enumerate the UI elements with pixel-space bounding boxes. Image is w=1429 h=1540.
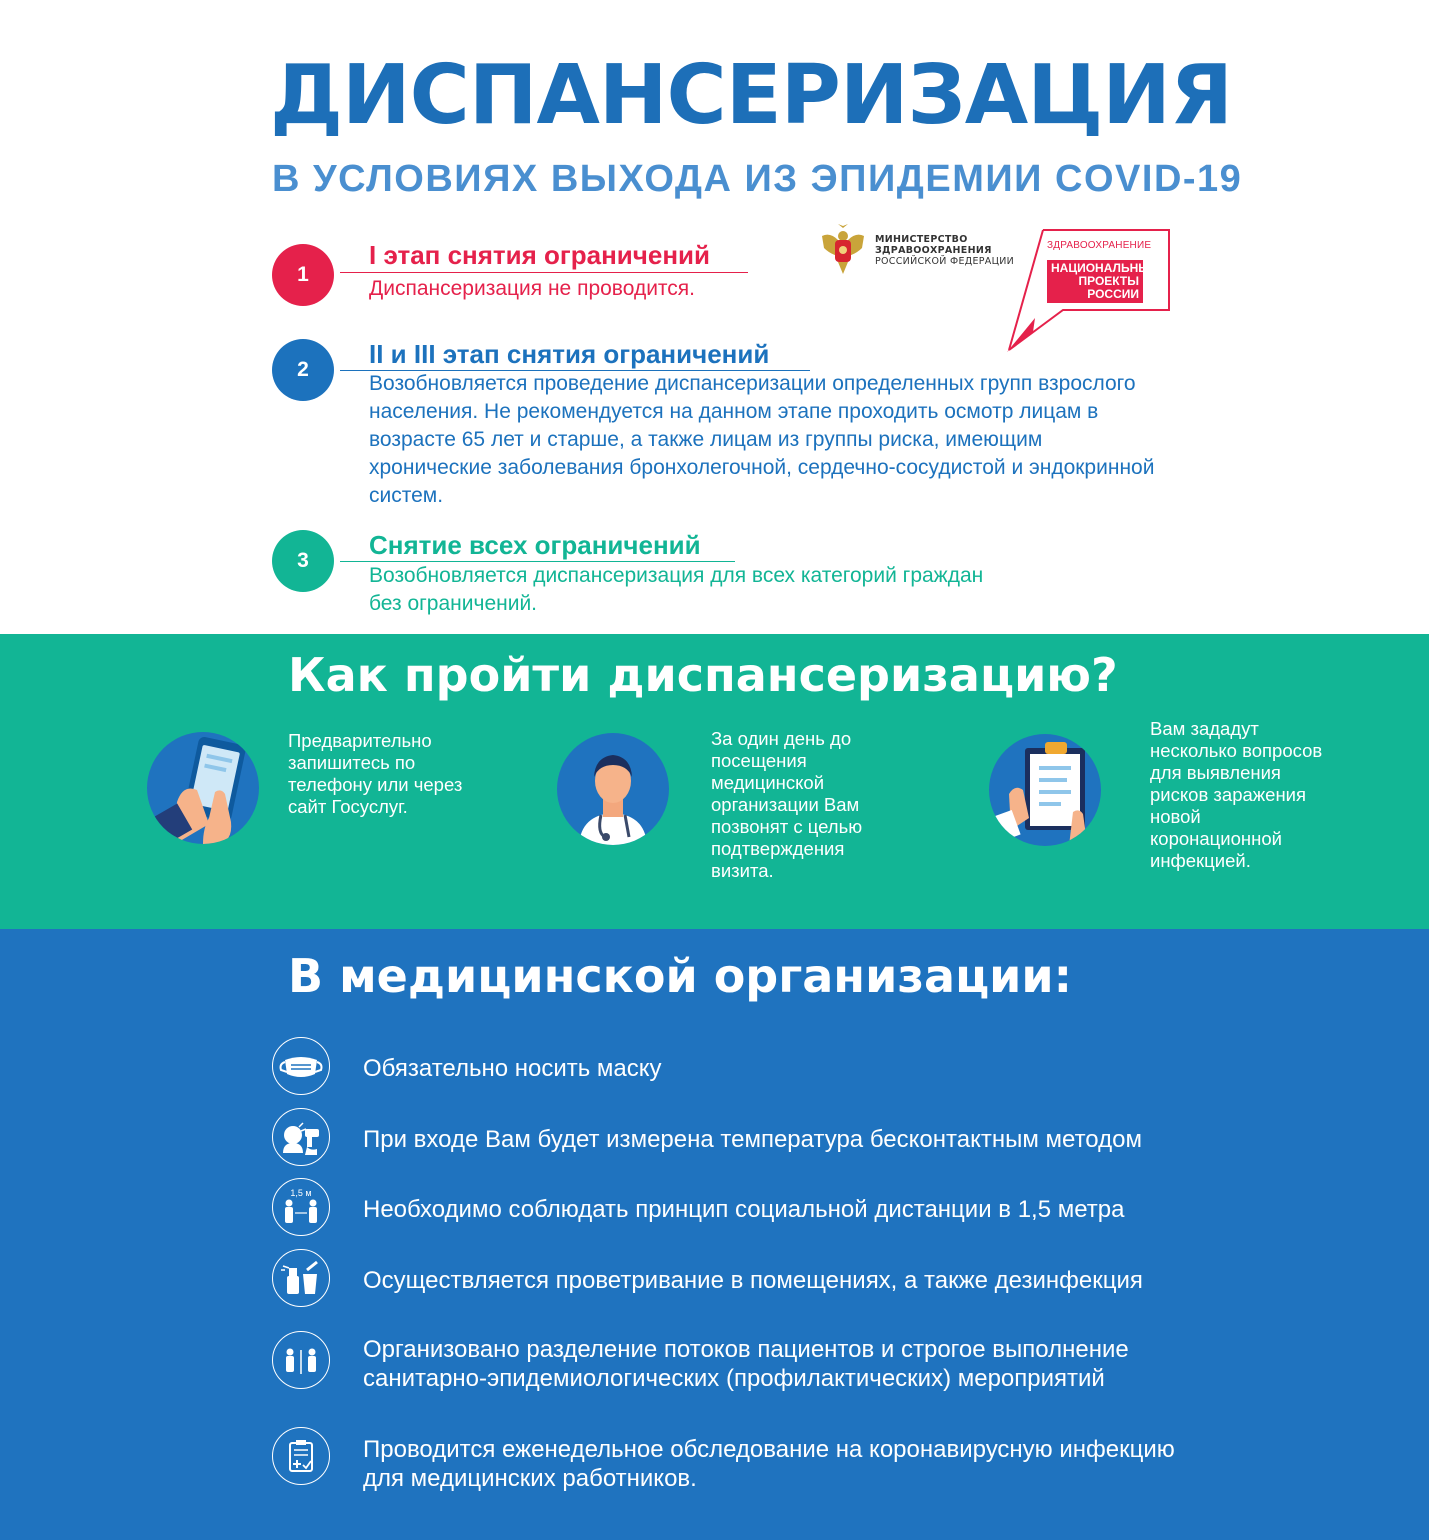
ministry-logo <box>818 222 1018 282</box>
page-subtitle: В УСЛОВИЯХ ВЫХОДА ИЗ ЭПИДЕМИИ COVID-19 <box>272 158 1243 200</box>
distance-label: 1,5 м <box>290 1188 312 1198</box>
stage-number-1: 1 <box>272 244 334 306</box>
doctor-icon <box>557 733 669 845</box>
rule-3-text: Необходимо соблюдать принцип социальной дистанции в 1,5 метра <box>363 1196 1125 1223</box>
national-projects-line-2: ПРОЕКТЫ <box>1078 274 1139 288</box>
national-projects-line-3: РОССИИ <box>1087 287 1139 301</box>
stage-text-1: Диспансеризация не проводится. <box>369 277 696 300</box>
rule-1-text: Обязательно носить маску <box>363 1055 662 1082</box>
how-to-heading: Как пройти диспансеризацию? <box>288 648 1118 702</box>
stage-number-2: 2 <box>272 339 334 401</box>
stage-text-3: Возобновляется диспансеризация для всех категорий граждан без ограничений. <box>369 564 984 615</box>
national-projects-logo <box>1005 222 1175 354</box>
stage-title-1: I этап снятия ограничений <box>369 240 710 270</box>
mask-icon <box>272 1037 330 1095</box>
disinfection-icon <box>272 1249 330 1307</box>
in-org-section <box>0 929 1429 1540</box>
eagle-emblem-icon <box>818 222 868 276</box>
rule-2-text: При входе Вам будет измерена температура бесконтактным методом <box>363 1126 1142 1153</box>
phone-icon <box>147 732 259 844</box>
rule-4-text: Осуществляется проветривание в помещениях, а также дезинфекция <box>363 1267 1143 1294</box>
distance-icon <box>272 1178 330 1236</box>
stage-text-2: Возобновляется проведение диспансеризации определенных групп взрослого населения. Не рекомендуется на данном этапе проходить осмотр лицам в возрасте 65 лет и старше, а также лицам из группы риска, имеющим хронические заболевания бронхолегочной, сердечно-сосудистой и эндокринной систем. <box>369 372 1155 507</box>
stage-title-3: Снятие всех ограничений <box>369 530 701 560</box>
clipboard-icon <box>989 734 1101 846</box>
ministry-line-1: МИНИСТЕРСТВО <box>875 234 968 245</box>
stage-divider-1 <box>340 272 748 273</box>
page-title: ДИСПАНСЕРИЗАЦИЯ <box>270 48 1233 143</box>
ministry-line-3: РОССИЙСКОЙ ФЕДЕРАЦИИ <box>875 256 1015 267</box>
thermometer-icon <box>272 1108 330 1166</box>
stage-title-2: II и III этап снятия ограничений <box>369 339 770 369</box>
how-to-step-2-text: За один день до посещения медицинской организации Вам позвонят с целью подтверждения визита. <box>711 728 863 881</box>
how-to-step-3-text: Вам зададут несколько вопросов для выявления рисков заражения новой коронационной инфекцией. <box>1150 718 1323 871</box>
test-icon <box>272 1427 330 1485</box>
national-projects-box <box>1047 260 1158 303</box>
how-to-step-1-text: Предварительно запишитесь по телефону или через сайт Госуслуг. <box>288 730 463 817</box>
rule-5-text: Организовано разделение потоков пациентов и строгое выполнение санитарно-эпидемиологических (профилактических) мероприятий <box>363 1336 1129 1392</box>
national-projects-top: ЗДРАВООХРАНЕНИЕ <box>1047 240 1152 251</box>
how-to-section <box>0 634 1429 929</box>
rule-6-text: Проводится еженедельное обследование на коронавирусную инфекцию для медицинских работников. <box>363 1436 1175 1492</box>
in-org-heading: В медицинской организации: <box>288 949 1073 1003</box>
stage-number-3: 3 <box>272 530 334 592</box>
separation-icon <box>272 1331 330 1389</box>
national-projects-line-1: НАЦИОНАЛЬНЫЕ <box>1051 261 1158 275</box>
ministry-line-2: ЗДРАВООХРАНЕНИЯ <box>875 245 992 256</box>
